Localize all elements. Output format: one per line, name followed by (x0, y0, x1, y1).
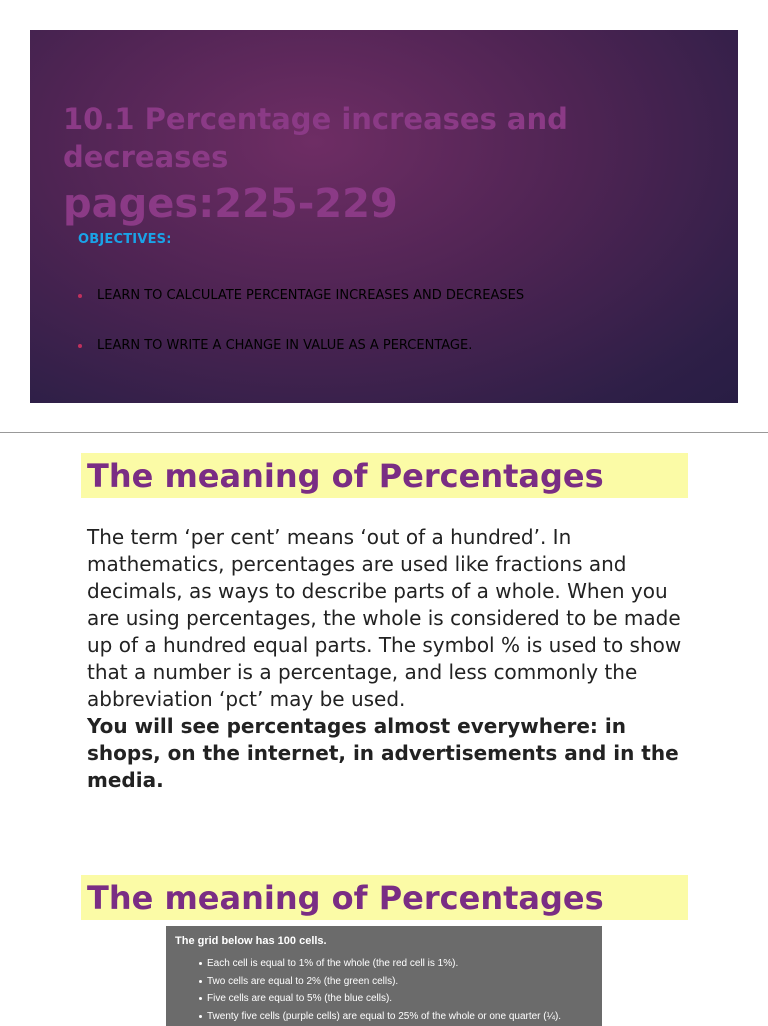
heading-text: The meaning of Percentages (87, 879, 604, 917)
objective-text: LEARN TO CALCULATE PERCENTAGE INCREASES AND DECREASES (97, 288, 525, 303)
grid-item-text: Five cells are equal to 5% (the blue cells). (207, 993, 393, 1004)
section-heading (81, 875, 688, 920)
grid-list-item (199, 958, 458, 969)
body-text (87, 524, 687, 794)
grid-list-item (199, 1011, 561, 1022)
grid-item-text: Two cells are equal to 2% (the green cells). (207, 976, 399, 987)
objective-item (78, 288, 524, 303)
grid-list-item (199, 993, 392, 1004)
bullet-icon (199, 980, 202, 983)
bullet-icon (199, 1015, 202, 1018)
objectives-label: OBJECTIVES: (78, 232, 172, 247)
definition-paragraph: The term ‘per cent’ means ‘out of a hundred’. In mathematics, percentages are used like fractions and decimals, as ways to describe parts of a whole. When you are using percentages, the whole is considered to be made up of a hundred equal parts. The symbol % is used to show that a number is a percentage, and less commonly the abbreviation ‘pct’ may be used. (87, 525, 682, 711)
grid-title: The grid below has 100 cells. (175, 935, 327, 947)
grid-item-text: Each cell is equal to 1% of the whole (the red cell is 1%). (207, 958, 459, 969)
section-heading (81, 453, 688, 498)
heading-text: The meaning of Percentages (87, 457, 604, 495)
pages-reference: pages:225-229 (63, 181, 398, 227)
title-slide (30, 30, 738, 403)
grid-info-panel (166, 926, 602, 1026)
grid-list-item (199, 976, 398, 987)
usage-paragraph: You will see percentages almost everywhere: in shops, on the internet, in advertisements and in the media. (87, 714, 679, 792)
bullet-icon (199, 962, 202, 965)
bullet-icon (78, 294, 82, 298)
bullet-icon (78, 344, 82, 348)
slide-title: 10.1 Percentage increases and decreases (63, 102, 568, 174)
objective-item (78, 338, 472, 353)
bullet-icon (199, 997, 202, 1000)
slide-divider (0, 432, 768, 433)
objective-text: LEARN TO WRITE A CHANGE IN VALUE AS A PERCENTAGE. (97, 338, 473, 353)
grid-item-text: Twenty five cells (purple cells) are equal to 25% of the whole or one quarter (¼). (207, 1011, 562, 1022)
